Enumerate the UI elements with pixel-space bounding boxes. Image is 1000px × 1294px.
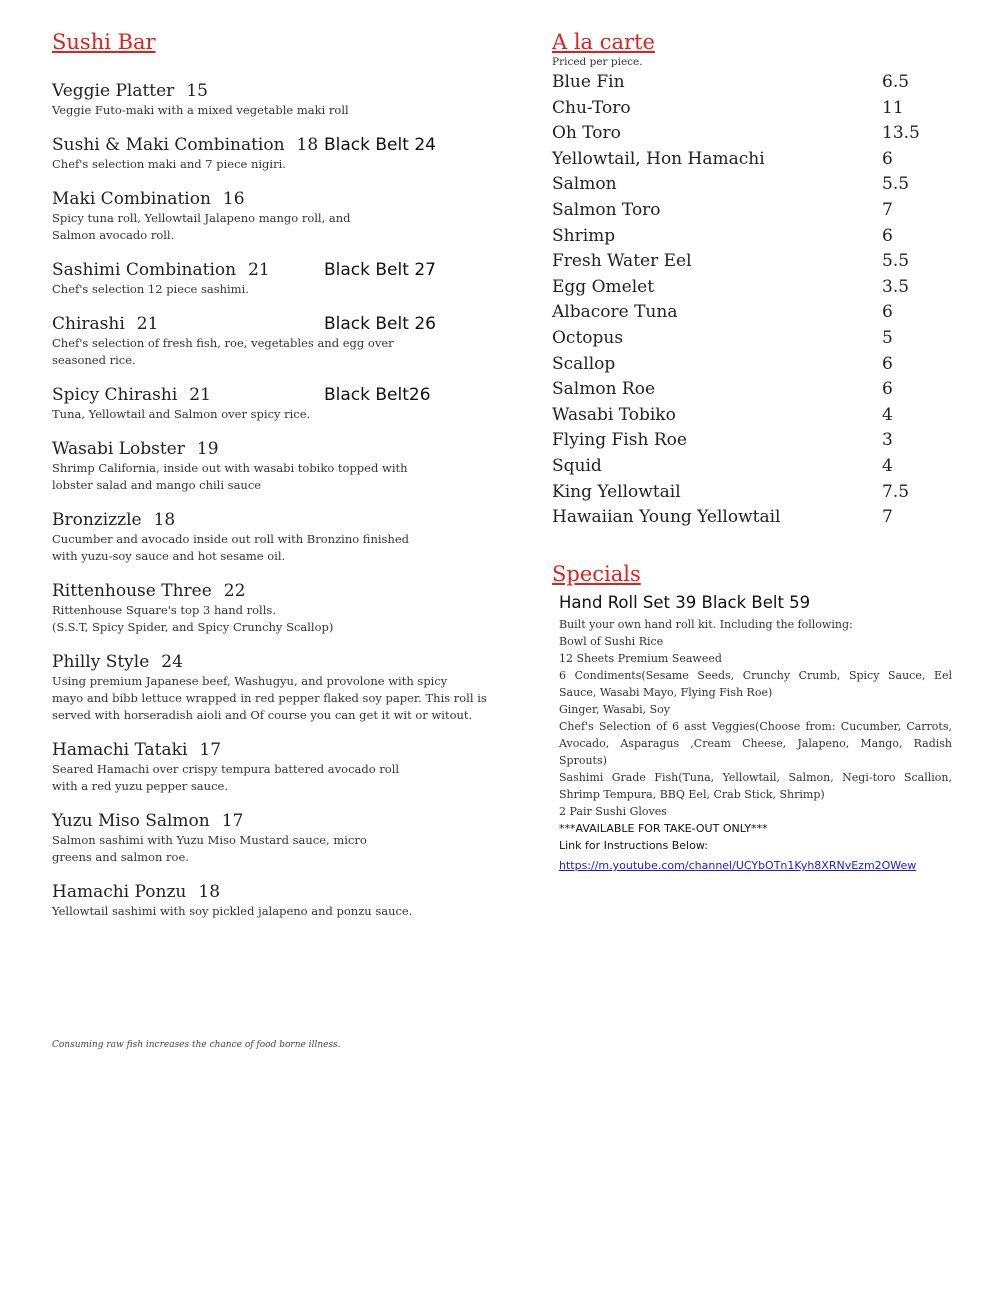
a-la-carte-row [552, 403, 952, 429]
menu-item-description: Rittenhouse Square's top 3 hand rolls. [52, 603, 276, 617]
menu-item-description: (S.S.T, Spicy Spider, and Spicy Crunchy Scallop) [52, 620, 334, 634]
menu-item-name: Hamachi Ponzu [52, 882, 187, 902]
a-la-carte-price: 7 [882, 507, 893, 528]
hand-roll-detail-line: Built your own hand roll kit. Including the following: [559, 618, 853, 631]
menu-item-description: Salmon sashimi with Yuzu Miso Mustard sauce, micro [52, 833, 367, 847]
hand-roll-detail-line: 6 Condiments(Sesame Seeds, Crunchy Crumb, Spicy Sauce, Eel Sauce, Wasabi Mayo, Flying Fish Roe) [559, 669, 952, 699]
menu-item-price: 17 [199, 740, 222, 760]
menu-item-price: 21 [248, 260, 270, 280]
menu-item-description: Spicy tuna roll, Yellowtail Jalapeno mango roll, and [52, 211, 351, 225]
menu-item-description: with yuzu-soy sauce and hot sesame oil. [52, 549, 286, 563]
a-la-carte-name: Chu-Toro [552, 97, 631, 118]
hand-roll-set [559, 590, 952, 874]
menu-item-heading [52, 80, 492, 102]
a-la-carte-price: 7.5 [882, 481, 910, 502]
menu-item-heading [52, 580, 492, 602]
takeout-notice: ***AVAILABLE FOR TAKE-OUT ONLY*** [559, 822, 768, 835]
a-la-carte-section [552, 30, 952, 872]
a-la-carte-name: Flying Fish Roe [552, 430, 687, 451]
a-la-carte-price: 6 [882, 148, 893, 169]
menu-item-description: Tuna, Yellowtail and Salmon over spicy rice. [52, 407, 311, 421]
a-la-carte-name: Shrimp [552, 225, 616, 246]
black-belt-price: Black Belt 27 [324, 260, 436, 280]
menu-item-description: Cucumber and avocado inside out roll with Bronzino finished [52, 532, 410, 546]
menu-item-description: Veggie Futo-maki with a mixed vegetable maki roll [52, 103, 349, 117]
a-la-carte-name: Egg Omelet [552, 276, 655, 297]
a-la-carte-row [552, 198, 952, 224]
a-la-carte-list [552, 70, 952, 531]
menu-item-price: 19 [196, 439, 219, 459]
a-la-carte-row [552, 480, 952, 506]
a-la-carte-price: 5.5 [882, 174, 910, 195]
menu-item [52, 881, 492, 920]
menu-item-description: greens and salmon roe. [52, 850, 189, 864]
a-la-carte-name: Hawaiian Young Yellowtail [552, 507, 781, 528]
black-belt-price: Black Belt26 [324, 385, 431, 405]
a-la-carte-name: King Yellowtail [552, 481, 681, 502]
a-la-carte-price: 3 [882, 430, 893, 451]
menu-item [52, 509, 492, 565]
menu-item-description: served with horseradish aioli and Of course you can get it wit or witout. [52, 708, 473, 722]
a-la-carte-name: Scallop [552, 353, 616, 374]
hand-roll-heading: Hand Roll Set 39 Black Belt 59 [559, 593, 811, 612]
menu-item-name: Maki Combination [52, 189, 211, 209]
specials-section [552, 562, 952, 874]
a-la-carte-name: Albacore Tuna [552, 302, 678, 323]
menu-item-heading [52, 881, 492, 903]
menu-item-description: seasoned rice. [52, 353, 136, 367]
specials-title: Specials [552, 562, 641, 586]
a-la-carte-price: 5 [882, 327, 893, 348]
menu-item-price: 24 [161, 652, 183, 672]
menu-item-heading [52, 810, 492, 832]
a-la-carte-row [552, 326, 952, 352]
menu-item-description: Chef's selection maki and 7 piece nigiri. [52, 157, 286, 171]
menu-item-name: Veggie Platter [52, 81, 175, 101]
a-la-carte-price: 13.5 [882, 123, 920, 144]
menu-item-name: Hamachi Tataki [52, 740, 188, 760]
menu-item-name: Bronzizzle [52, 510, 142, 530]
hand-roll-detail-line: Bowl of Sushi Rice [559, 635, 664, 648]
a-la-carte-name: Salmon Roe [552, 379, 656, 400]
a-la-carte-row [552, 377, 952, 403]
menu-item [52, 651, 492, 724]
a-la-carte-name: Yellowtail, Hon Hamachi [552, 148, 765, 169]
menu-item [52, 134, 492, 173]
menu-item-heading [52, 438, 492, 460]
a-la-carte-name: Salmon [552, 174, 617, 195]
menu-item-price: 17 [221, 811, 244, 831]
raw-fish-warning: Consuming raw fish increases the chance of food borne illness. [52, 1040, 341, 1050]
a-la-carte-price: 11 [882, 97, 904, 118]
menu-item-name: Philly Style [52, 652, 150, 672]
hand-roll-detail-line: 12 Sheets Premium Seaweed [559, 652, 722, 665]
menu-item-description: Chef's selection of fresh fish, roe, vegetables and egg over [52, 336, 394, 350]
menu-item-name: Spicy Chirashi [52, 385, 178, 405]
black-belt-price: Black Belt 24 [324, 135, 436, 155]
a-la-carte-price: 4 [882, 455, 893, 476]
a-la-carte-row [552, 224, 952, 250]
menu-item-price: 18 [198, 882, 221, 902]
hand-roll-detail-line: Ginger, Wasabi, Soy [559, 703, 671, 716]
a-la-carte-price: 6 [882, 353, 893, 374]
a-la-carte-row [552, 172, 952, 198]
menu-item-name: Yuzu Miso Salmon [52, 811, 210, 831]
menu-item [52, 438, 492, 494]
hand-roll-detail-line: Sashimi Grade Fish(Tuna, Yellowtail, Salmon, Negi-toro Scallion, Shrimp Tempura, BBQ Eel, Crab Stick, Shrimp) [559, 771, 952, 801]
a-la-carte-row [552, 275, 952, 301]
a-la-carte-row [552, 96, 952, 122]
menu-item-price: 15 [186, 81, 208, 101]
menu-item [52, 80, 492, 119]
menu-item-name: Sushi & Maki Combination [52, 135, 285, 155]
menu-item-heading [52, 313, 492, 335]
a-la-carte-name: Wasabi Tobiko [552, 404, 676, 425]
a-la-carte-name: Squid [552, 455, 602, 476]
black-belt-price: Black Belt 26 [324, 314, 436, 334]
a-la-carte-price: 7 [882, 199, 893, 220]
menu-item-heading [52, 739, 492, 761]
a-la-carte-row [552, 454, 952, 480]
a-la-carte-name: Oh Toro [552, 123, 621, 144]
sushi-bar-section [52, 30, 492, 935]
menu-item-description: Yellowtail sashimi with soy pickled jalapeno and ponzu sauce. [52, 904, 413, 918]
a-la-carte-price: 6 [882, 379, 893, 400]
sushi-bar-title: Sushi Bar [52, 30, 156, 54]
a-la-carte-row [552, 300, 952, 326]
a-la-carte-price: 4 [882, 404, 893, 425]
menu-item [52, 313, 492, 369]
hand-roll-detail-line: 2 Pair Sushi Gloves [559, 805, 667, 818]
menu-item-heading [52, 259, 492, 281]
menu-item-name: Sashimi Combination [52, 260, 237, 280]
menu-item-name: Wasabi Lobster [52, 439, 185, 459]
menu-item [52, 580, 492, 636]
menu-item-description: Using premium Japanese beef, Washugyu, and provolone with spicy [52, 674, 448, 688]
menu-item-heading [52, 651, 492, 673]
menu-item-name: Rittenhouse Three [52, 581, 212, 601]
hand-roll-details [559, 616, 952, 820]
menu-item-price: 18 [296, 135, 319, 155]
menu-item [52, 188, 492, 244]
menu-item [52, 384, 492, 423]
menu-item-description: Chef's selection 12 piece sashimi. [52, 282, 249, 296]
menu-item-description: Salmon avocado roll. [52, 228, 175, 242]
a-la-carte-price: 5.5 [882, 251, 910, 272]
menu-item-heading [52, 134, 492, 156]
menu-item-description: lobster salad and mango chili sauce [52, 478, 262, 492]
a-la-carte-row [552, 70, 952, 96]
menu-item-price: 21 [189, 385, 211, 405]
a-la-carte-price: 6 [882, 302, 893, 323]
menu-item-heading [52, 188, 492, 210]
a-la-carte-price: 6.5 [882, 72, 910, 92]
instructions-label: Link for Instructions Below: [559, 839, 708, 852]
a-la-carte-price: 3.5 [882, 276, 910, 297]
menu-item [52, 259, 492, 298]
instructions-link[interactable]: https://m.youtube.com/channel/UCYbOTn1Kyh8XRNvEzm2OWew [559, 859, 917, 872]
menu-item [52, 810, 492, 866]
a-la-carte-name: Fresh Water Eel [552, 251, 692, 272]
menu-item-heading [52, 509, 492, 531]
menu-item-price: 18 [153, 510, 176, 530]
menu-item-description: Seared Hamachi over crispy tempura battered avocado roll [52, 762, 400, 776]
a-la-carte-row [552, 147, 952, 173]
a-la-carte-name: Blue Fin [552, 72, 625, 92]
hand-roll-detail-line: Chef's Selection of 6 asst Veggies(Choose from: Cucumber, Carrots, Avocado, Asparagus ,Cream Cheese, Jalapeno, Mango, Radish Sprouts) [559, 720, 952, 767]
a-la-carte-title: A la carte [552, 30, 655, 54]
menu-item-name: Chirashi [52, 314, 125, 334]
a-la-carte-row [552, 121, 952, 147]
a-la-carte-row [552, 428, 952, 454]
a-la-carte-name: Salmon Toro [552, 199, 661, 220]
a-la-carte-row [552, 249, 952, 275]
a-la-carte-subtitle: Priced per piece. [552, 56, 643, 68]
menu-item-price: 21 [136, 314, 159, 334]
a-la-carte-row [552, 352, 952, 378]
a-la-carte-name: Octopus [552, 327, 624, 348]
menu-item-price: 22 [223, 581, 246, 601]
menu-item-description: mayo and bibb lettuce wrapped in red pepper flaked soy paper. This roll is [52, 691, 487, 705]
menu-item-price: 16 [222, 189, 245, 209]
menu-item-description: with a red yuzu pepper sauce. [52, 779, 228, 793]
sushi-bar-list [52, 80, 492, 920]
a-la-carte-row [552, 505, 952, 531]
menu-item [52, 739, 492, 795]
menu-item-description: Shrimp California, inside out with wasabi tobiko topped with [52, 461, 408, 475]
a-la-carte-price: 6 [882, 225, 893, 246]
menu-item-heading [52, 384, 492, 406]
